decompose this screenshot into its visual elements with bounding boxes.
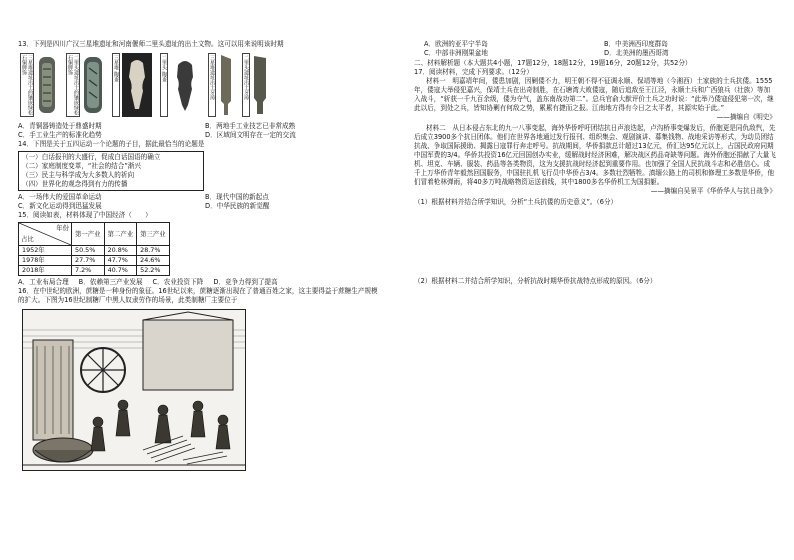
jade-blade-icon <box>252 53 268 117</box>
table-row <box>19 246 170 256</box>
answer-space-2[interactable] <box>414 286 776 356</box>
table-cell: 50.5% <box>72 246 105 256</box>
q13-option-a[interactable]: A．青铜器铸造处于鼎盛时期 <box>18 122 102 130</box>
header-share: 占比 <box>21 235 34 243</box>
table-cell: 40.7% <box>104 266 137 276</box>
q13-artifact-photos <box>20 53 384 119</box>
answer-space-1[interactable] <box>414 207 776 277</box>
q16-options <box>414 40 776 58</box>
q15-option-b[interactable]: B．依赖第三产业发展 <box>78 278 143 286</box>
artifact-pottery-sanxingdui <box>112 53 152 119</box>
left-column <box>18 40 384 474</box>
row-year: 1952年 <box>19 246 72 256</box>
table-row <box>19 256 170 266</box>
material-1-source: ——摘编自《明史》 <box>716 113 776 121</box>
caption-2: 二里头遗址出土的镶嵌绿松石铜牌饰 <box>67 55 79 115</box>
q14-subtopic-box <box>18 151 204 191</box>
q15-option-d[interactable]: D．竞争力得到了提高 <box>213 278 278 286</box>
column-header: 第二产业 <box>104 223 137 246</box>
artifact-plaque-sanxingdui <box>20 53 58 119</box>
table-cell: 52.2% <box>137 266 170 276</box>
table-cell: 47.7% <box>104 256 137 266</box>
material-2-source: ——摘编自吴景平《华侨华人与抗日战争》 <box>650 187 776 195</box>
q15-options <box>18 278 384 287</box>
q13-options <box>18 122 384 140</box>
q14-box-line-2: （二）家庭制度变革，“社会的结合”渐兴 <box>22 162 141 170</box>
q14-stem: 14．下图是关于五四运动一个论题的子目，据此最恰当的论题是 <box>18 140 205 148</box>
pottery-vessel-icon <box>170 53 200 117</box>
q14-options <box>18 193 384 211</box>
q16-option-d[interactable]: D．北美洲的墨西哥湾 <box>604 49 669 57</box>
artifact-blade-erlitou <box>242 53 268 119</box>
pottery-vessel-icon <box>122 53 152 117</box>
column-header: 第一产业 <box>72 223 105 246</box>
q16-stem: 16．在中世纪的欧洲，蔗糖是一种身份的象征。16世纪以来，蔗糖逐渐出现在了普通百姓之家，这主要得益于蔗糖生产规模的扩大。下图为16世纪制糖厂中黑人奴隶劳作的场景，此类制糖厂主要位于 <box>18 287 378 304</box>
table-cell: 20.8% <box>104 246 137 256</box>
table-cell: 27.7% <box>72 256 105 266</box>
section-title: 二、材料解析题（本大题共4小题，17题12分，18题12分，19题16分，20题12分，共52分） <box>414 59 692 67</box>
q14-box-line-4: （四）世界化的观念得到有力的传播 <box>22 180 128 188</box>
q14-option-c[interactable]: C．新文化运动得到迅猛发展 <box>18 202 102 210</box>
row-year: 2018年 <box>19 266 72 276</box>
row-year: 1978年 <box>19 256 72 266</box>
material-1: 材料一 明嘉靖年间，倭患加剧，因剿倭不力，明王朝不得不征调永顺、保靖等地（今湘西）土家族的土兵抗倭。1555年，倭寇大举侵犯嘉兴，保靖土兵在出奇制胜，在石塘湾大败倭寇，随后追敌至王江泾，永顺土兵和广西狼兵（壮族）等加入战斗，“斩获一千九百余级，倭为夺气，盖东南战功第二”。总兵官俞大猷评价土兵之功时说：“此举乃倭寇侵犯第一次，继此以后，到处之兵，皆知协剿有何敌之势，累累有捷而之报。江南地方得有今日之太平者，其源实始于此。” <box>414 77 774 112</box>
q15-option-a[interactable]: A．工业布局合理 <box>18 278 69 286</box>
artifact-plaque-erlitou <box>66 53 104 119</box>
q13-option-b[interactable]: B．两地手工业技艺已非常成熟 <box>205 122 296 130</box>
q14-option-d[interactable]: D．中华民族的新觉醒 <box>205 202 270 210</box>
artifact-pottery-erlitou <box>160 53 200 119</box>
caption-1: 三星堆遗址出土的镶嵌绿松石铜牌饰 <box>21 55 33 115</box>
table-header-row <box>19 223 170 246</box>
q16-option-a[interactable]: A．欧洲的亚平宁半岛 <box>424 40 488 48</box>
q17-part-1: （1）根据材料并结合所学知识，分析“土兵抗倭的历史意义”。（6分） <box>414 198 618 206</box>
q13-stem: 13．下列是四川广汉三星堆遗址和河南偃师二里头遗址的出土文物。这可以用来说明该时期 <box>18 40 284 48</box>
q17-stem: 17．阅读材料，完成下列要求。（12分） <box>414 68 533 76</box>
q17-part-2: （2）根据材料二并结合所学知识，分析抗战时期华侨抗战特点形成的原因。（6分） <box>414 277 657 285</box>
caption-6: 二里头遗址出土牙璋 <box>242 53 250 117</box>
material-2: 材料二 从日本侵占东北的九一八事变起，海外华侨呼吁团结抗日声浪迭起，卢沟桥事变爆发后，侨胞更是同仇敌忾，先后成立3900多个抗日团体。他们在世界各地通过发行报刊、组织集会、观剧演讲、募集钱物、战地采访等形式，为动员团结抗战、争取国际援助、揭露日寇罪行奔走呼号。抗战期间，华侨捐款总计超过13亿元，侨汇达95亿元以上，占国民政府同期中国军费的3/4。华侨共投资16亿元回国创办实业，缓解战时经济困难，解决战区药品奇缺等问题。海外侨胞还捐献了大量飞机、坦克、车辆、服装、药品等各类物资，这为支援抗战时经济起到重要作用。也加强了全国人民抗战斗志和必胜信心。成千上万华侨青年毅然回国服务，中国驻扎机飞行员中华侨占3/4。多数壮烈牺牲。滇缅公路上的司机和修理工多数是华侨，他们冒着枪林弹雨，将40多万吨战略物资运送前线，其中1800多名华侨机工为国捐躯。 <box>414 124 776 186</box>
q15-table <box>18 222 170 276</box>
caption-4: 二里头 陶盉 <box>160 53 168 117</box>
sugar-mill-woodcut <box>22 309 246 471</box>
q13-option-c[interactable]: C．手工业生产的标准化趋势 <box>18 131 102 139</box>
right-column <box>414 40 776 356</box>
q14-box-line-1: （一）白话报刊的大盛行，促成白话国语的确立 <box>22 153 161 161</box>
table-row <box>19 266 170 276</box>
column-header: 第三产业 <box>137 223 170 246</box>
caption-3: 三星堆 陶盉 <box>112 53 120 117</box>
header-year: 年份 <box>56 224 69 232</box>
q15-option-c[interactable]: C．农业投资下降 <box>152 278 204 286</box>
jade-blade-icon <box>218 53 234 117</box>
table-cell: 24.6% <box>137 256 170 266</box>
table-cell: 7.2% <box>72 266 105 276</box>
bronze-plaque-icon <box>36 53 58 117</box>
q15-stem: 15．阅读如表，材料体现了中国经济（ ） <box>18 211 152 219</box>
caption-5: 三星堆遗址出土牙璋 <box>208 53 216 117</box>
q13-option-d[interactable]: D．区域间文明存在一定的交流 <box>205 131 296 139</box>
artifact-blade-sanxingdui <box>208 53 234 119</box>
q14-box-line-3: （三）民主与科学成为大多数人的祈向 <box>22 171 135 179</box>
q16-option-c[interactable]: C．中部非洲刚果盆地 <box>424 49 488 57</box>
q14-option-b[interactable]: B．现代中国的新起点 <box>205 193 269 201</box>
table-diagonal-header <box>19 223 72 246</box>
q16-option-b[interactable]: B．中美洲西印度群岛 <box>604 40 668 48</box>
table-cell: 28.7% <box>137 246 170 256</box>
bronze-plaque-icon <box>82 53 104 117</box>
q14-option-a[interactable]: A．一场伟大的爱国革命运动 <box>18 193 102 201</box>
